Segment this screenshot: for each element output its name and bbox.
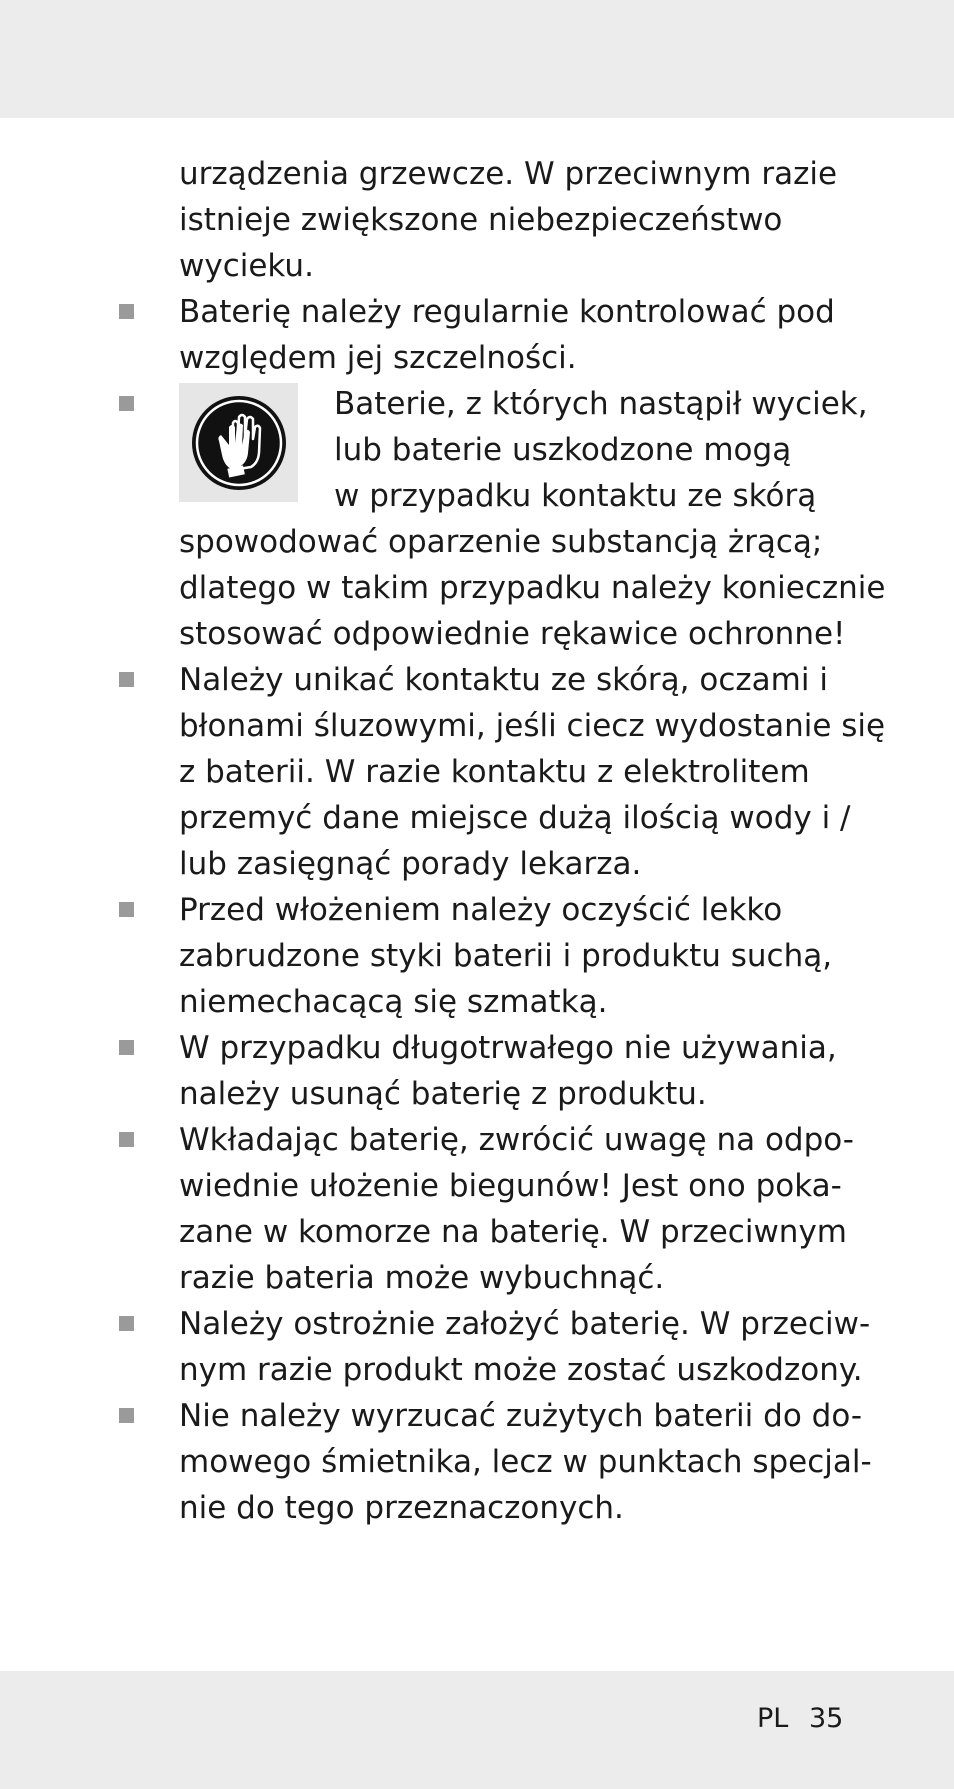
list-item-with-icon (179, 381, 886, 657)
bullet-icon (119, 1132, 134, 1147)
text-line: nym razie produkt może zostać uszkodzony. (179, 1352, 863, 1388)
bullet-icon (119, 902, 134, 917)
text-line: urządzenia grzewcze. W przeciwnym razie (179, 156, 838, 192)
bullet-icon (119, 396, 134, 411)
text-line: dlatego w takim przypadku należy koniecznie (179, 570, 886, 606)
text-line: wiednie ułożenie biegunów! Jest ono poka- (179, 1168, 842, 1204)
header-band (0, 0, 954, 118)
text-line: Przed włożeniem należy oczyścić lekko (179, 892, 783, 928)
list-item (179, 1117, 854, 1301)
bullet-icon (119, 1408, 134, 1423)
text-line: Wkładając baterię, zwrócić uwagę na odpo- (179, 1122, 854, 1158)
list-item (179, 1393, 872, 1531)
list-item (179, 657, 886, 887)
list-item (179, 1025, 839, 1117)
text-line: należy usunąć baterię z produktu. (179, 1076, 707, 1112)
list-item (179, 1301, 871, 1393)
footer-language-code: PL (757, 1703, 789, 1734)
text-line: spowodować oparzenie substancją żrącą; (179, 524, 823, 560)
protective-gloves-icon (179, 383, 298, 502)
text-line: Baterie, z których nastąpił wyciek, (334, 386, 868, 422)
text-line: względem jej szczelności. (179, 340, 577, 376)
text-line: Baterię należy regularnie kontrolować pod (179, 294, 835, 330)
intro-paragraph (179, 151, 839, 289)
text-line: błonami śluzowymi, jeśli ciecz wydostanie się (179, 708, 886, 744)
bullet-icon (119, 1316, 134, 1331)
text-line: zabrudzone styki baterii i produktu suchą, (179, 938, 833, 974)
text-line: Należy unikać kontaktu ze skórą, oczami i (179, 662, 828, 698)
bullet-icon (119, 1040, 134, 1055)
text-line: wycieku. (179, 248, 314, 284)
page-content (0, 151, 954, 1531)
text-line: lub zasięgnąć porady lekarza. (179, 846, 642, 882)
text-line: z baterii. W razie kontaktu z elektrolitem (179, 754, 810, 790)
list-item (179, 289, 839, 381)
text-line: niemechacącą się szmatką. (179, 984, 608, 1020)
text-line: zane w komorze na baterię. W przeciwnym (179, 1214, 847, 1250)
text-line: nie do tego przeznaczonych. (179, 1490, 624, 1526)
text-line: stosować odpowiednie rękawice ochronne! (179, 616, 846, 652)
list-item (179, 887, 839, 1025)
text-line: Nie należy wyrzucać zużytych baterii do do- (179, 1398, 863, 1434)
text-line: lub baterie uszkodzone mogą (334, 432, 792, 468)
text-line: przemyć dane miejsce dużą ilością wody i / (179, 800, 851, 836)
text-line: razie bateria może wybuchnąć. (179, 1260, 665, 1296)
text-line: w przypadku kontaktu ze skórą (334, 478, 817, 514)
page-number: 35 (809, 1703, 844, 1734)
text-line: W przypadku długotrwałego nie używania, (179, 1030, 837, 1066)
text-line: mowego śmietnika, lecz w punktach specjal- (179, 1444, 872, 1480)
bullet-icon (119, 304, 134, 319)
text-line: Należy ostrożnie założyć baterię. W przeciw- (179, 1306, 871, 1342)
bullet-icon (119, 672, 134, 687)
text-line: istnieje zwiększone niebezpieczeństwo (179, 202, 783, 238)
